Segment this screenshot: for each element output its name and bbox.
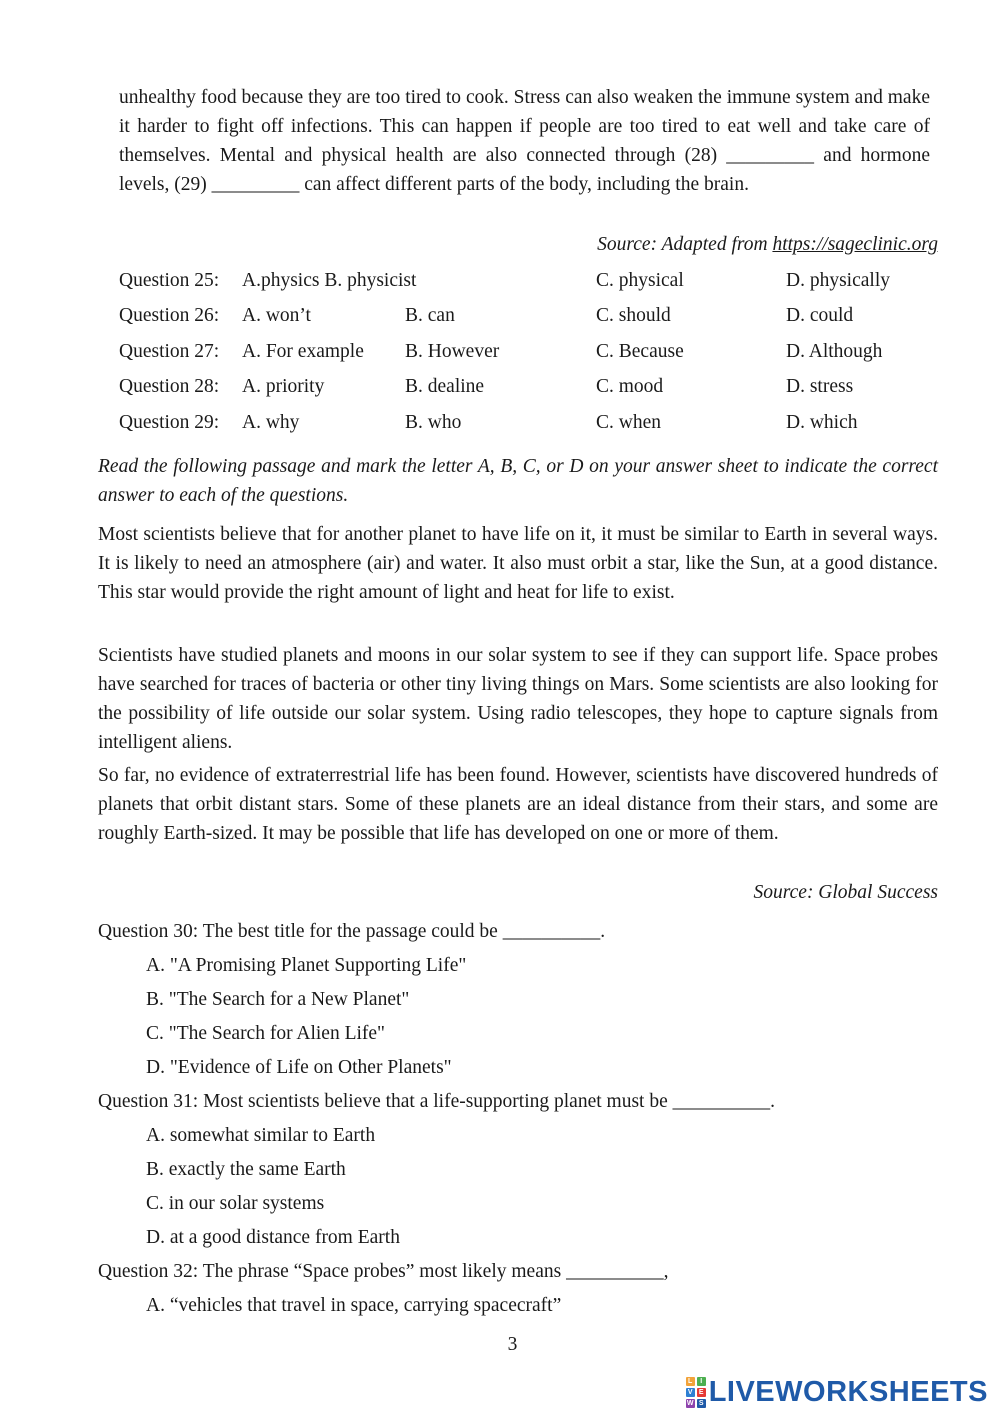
option-a[interactable]: A. why xyxy=(242,412,300,433)
option-a[interactable]: A. won’t xyxy=(242,305,311,326)
q31-option-b[interactable]: B. exactly the same Earth xyxy=(146,1159,346,1180)
option-d[interactable]: D. which xyxy=(786,412,858,433)
option-c[interactable]: C. mood xyxy=(596,376,664,397)
q31-option-a[interactable]: A. somewhat similar to Earth xyxy=(146,1125,376,1146)
logo-icon xyxy=(686,1377,706,1408)
q30-option-b[interactable]: B. "The Search for a New Planet" xyxy=(146,989,410,1010)
q31-option-d[interactable]: D. at a good distance from Earth xyxy=(146,1227,400,1248)
question-label: Question 28: xyxy=(119,376,220,397)
liveworksheets-logo xyxy=(686,1376,988,1409)
reading-paragraph-1: Most scientists believe that for another planet to have life on it, it must be similar to Earth in several ways. It is likely to need an atmosphere (air) and water. It also must orbit a star, like the Sun, at a good distance. This star would provide the right amount of light and heat for life to exist. xyxy=(98,524,938,603)
q30-option-c[interactable]: C. "The Search for Alien Life" xyxy=(146,1023,386,1044)
reading-paragraph-2: Scientists have studied planets and moons in our solar system to see if they can support life. Space probes have searched for traces of bacteria or other tiny living things on Mars. Some scientists are also looking for the possibility of life outside our solar system. Using radio telescopes, they hope to capture signals from intelligent aliens. xyxy=(98,645,938,753)
option-d[interactable]: D. physically xyxy=(786,270,890,291)
logo-text: LIVEWORKSHEETS xyxy=(708,1376,988,1408)
question-31-stem: Question 31: Most scientists believe that a life-supporting planet must be __________. xyxy=(98,1091,775,1112)
source-link[interactable]: https://sageclinic.org xyxy=(772,234,938,255)
source-prefix: Source: Adapted from xyxy=(597,234,773,255)
option-b[interactable]: B. dealine xyxy=(405,376,485,397)
q30-option-d[interactable]: D. "Evidence of Life on Other Planets" xyxy=(146,1057,452,1078)
cloze-passage-text: unhealthy food because they are too tired to cook. Stress can also weaken the immune system and make it harder to fight off infections. This can happen if people are too tired to eat well and take care of themselves. Mental and physical health are also connected through (28) _________ and hormone levels, (29) _________ can affect different parts of the body, including the brain. xyxy=(119,87,930,195)
page-number: 3 xyxy=(507,1334,518,1355)
option-a[interactable]: A.physics B. physicist xyxy=(242,270,417,291)
question-32-stem: Question 32: The phrase “Space probes” most likely means __________, xyxy=(98,1261,669,1282)
question-label: Question 26: xyxy=(119,305,220,326)
q30-option-a[interactable]: A. "A Promising Planet Supporting Life" xyxy=(146,955,467,976)
option-c[interactable]: C. should xyxy=(596,305,671,326)
q32-option-a[interactable]: A. “vehicles that travel in space, carrying spacecraft” xyxy=(146,1295,562,1316)
option-d[interactable]: D. Although xyxy=(786,341,883,362)
instruction-text: Read the following passage and mark the letter A, B, C, or D on your answer sheet to indicate the correct answer to each of the questions. xyxy=(98,456,938,506)
question-label: Question 29: xyxy=(119,412,220,433)
option-b[interactable]: B. who xyxy=(405,412,462,433)
option-d[interactable]: D. could xyxy=(786,305,854,326)
logo-tile: W xyxy=(686,1400,694,1407)
source-citation-1 xyxy=(597,234,938,256)
option-c[interactable]: C. Because xyxy=(596,341,684,362)
q31-option-c[interactable]: C. in our solar systems xyxy=(146,1193,325,1214)
logo-tile: L xyxy=(686,1377,695,1386)
option-c[interactable]: C. physical xyxy=(596,270,684,291)
option-d[interactable]: D. stress xyxy=(786,376,854,397)
logo-tile: S xyxy=(697,1399,706,1408)
option-a[interactable]: A. For example xyxy=(242,341,364,362)
option-a[interactable]: A. priority xyxy=(242,376,325,397)
option-c[interactable]: C. when xyxy=(596,412,661,433)
option-b[interactable]: B. However xyxy=(405,341,500,362)
option-b[interactable]: B. can xyxy=(405,305,455,326)
question-label: Question 25: xyxy=(119,270,220,291)
reading-paragraph-3: So far, no evidence of extraterrestrial life has been found. However, scientists have discovered hundreds of planets that orbit distant stars. Some of these planets are an ideal distance from their stars, and some are roughly Earth-sized. It may be possible that life has developed on one or more of them. xyxy=(98,765,938,844)
logo-tile: E xyxy=(697,1388,706,1397)
source-citation-2: Source: Global Success xyxy=(753,882,938,903)
logo-tile: V xyxy=(686,1388,695,1397)
question-30-stem: Question 30: The best title for the passage could be __________. xyxy=(98,921,606,942)
question-label: Question 27: xyxy=(119,341,220,362)
logo-tile: I xyxy=(697,1377,706,1386)
